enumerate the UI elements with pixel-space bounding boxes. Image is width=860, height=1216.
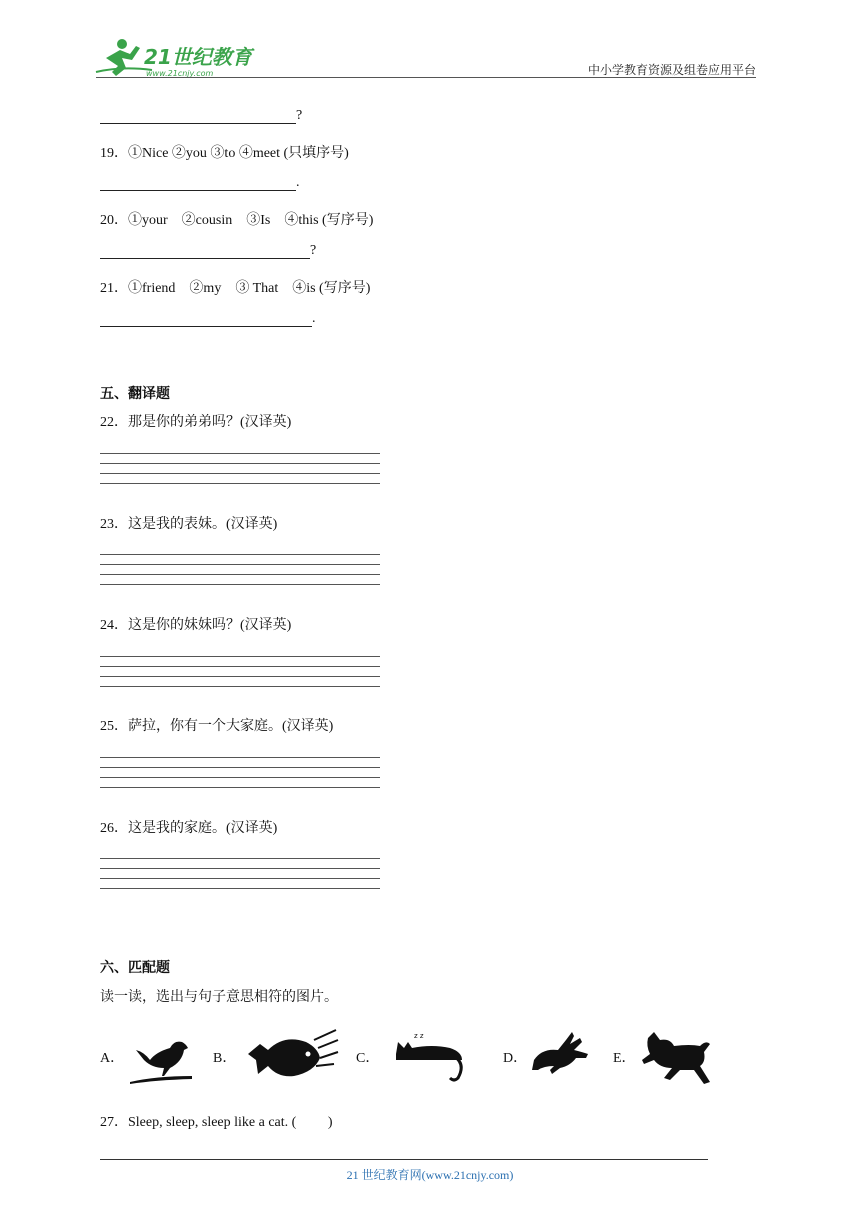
header-rule [96,77,756,78]
answer-line-18: ? [100,108,302,124]
svg-text:21世纪教育: 21世纪教育 [144,45,252,69]
footer-rule [100,1159,708,1160]
rabbit-icon [530,1030,592,1076]
option-c-label: C． [356,1051,380,1066]
option-e-label: E． [613,1051,636,1066]
question-19: 19．①Nice ②you ③to ④meet (只填序号) [100,146,349,161]
dog-icon [640,1030,716,1086]
cat-icon [392,1028,468,1084]
question-24: 24．这是你的妹妹吗？(汉译英) [100,618,292,633]
option-b-label: B． [213,1051,237,1066]
question-25: 25．萨拉，你有一个大家庭。(汉译英) [100,719,334,734]
svg-text:www.21cnjy.com: www.21cnjy.com [146,69,214,78]
answer-lines-24[interactable] [100,656,380,696]
option-d-label: D． [503,1051,528,1066]
answer-blank[interactable] [100,244,310,259]
question-23: 23．这是我的表妹。(汉译英) [100,517,278,532]
question-27: 27．Sleep, sleep, sleep like a cat. ( ) [100,1115,333,1130]
svg-text:z z: z z [414,1032,424,1040]
question-21: 21．①friend ②my ③ That ④is (写序号) [100,281,371,296]
answer-line-19: . [100,175,300,191]
answer-lines-25[interactable] [100,757,380,797]
question-26: 26．这是我的家庭。(汉译英) [100,821,278,836]
question-20: 20．①your ②cousin ③Is ④this (写序号) [100,213,374,228]
answer-blank[interactable] [100,109,296,124]
bird-icon [126,1032,194,1084]
question-22: 22．那是你的弟弟吗？(汉译英) [100,415,292,430]
header-platform-text: 中小学教育资源及组卷应用平台 [587,63,756,77]
answer-lines-23[interactable] [100,554,380,594]
answer-lines-22[interactable] [100,453,380,493]
fish-icon [244,1026,340,1086]
answer-line-21: . [100,311,316,327]
section-title-translation: 五、翻译题 [100,386,170,402]
answer-line-20: ? [100,243,316,259]
option-a-label: A． [100,1051,125,1066]
matching-instruction: 读一读，选出与句子意思相符的图片。 [100,990,338,1005]
answer-lines-26[interactable] [100,858,380,898]
answer-blank[interactable] [100,176,296,191]
section-title-matching: 六、匹配题 [100,960,170,976]
site-logo [92,36,262,80]
footer-text[interactable]: 21 世纪教育网(www.21cnjy.com) [346,1168,514,1182]
answer-blank[interactable] [100,312,312,327]
